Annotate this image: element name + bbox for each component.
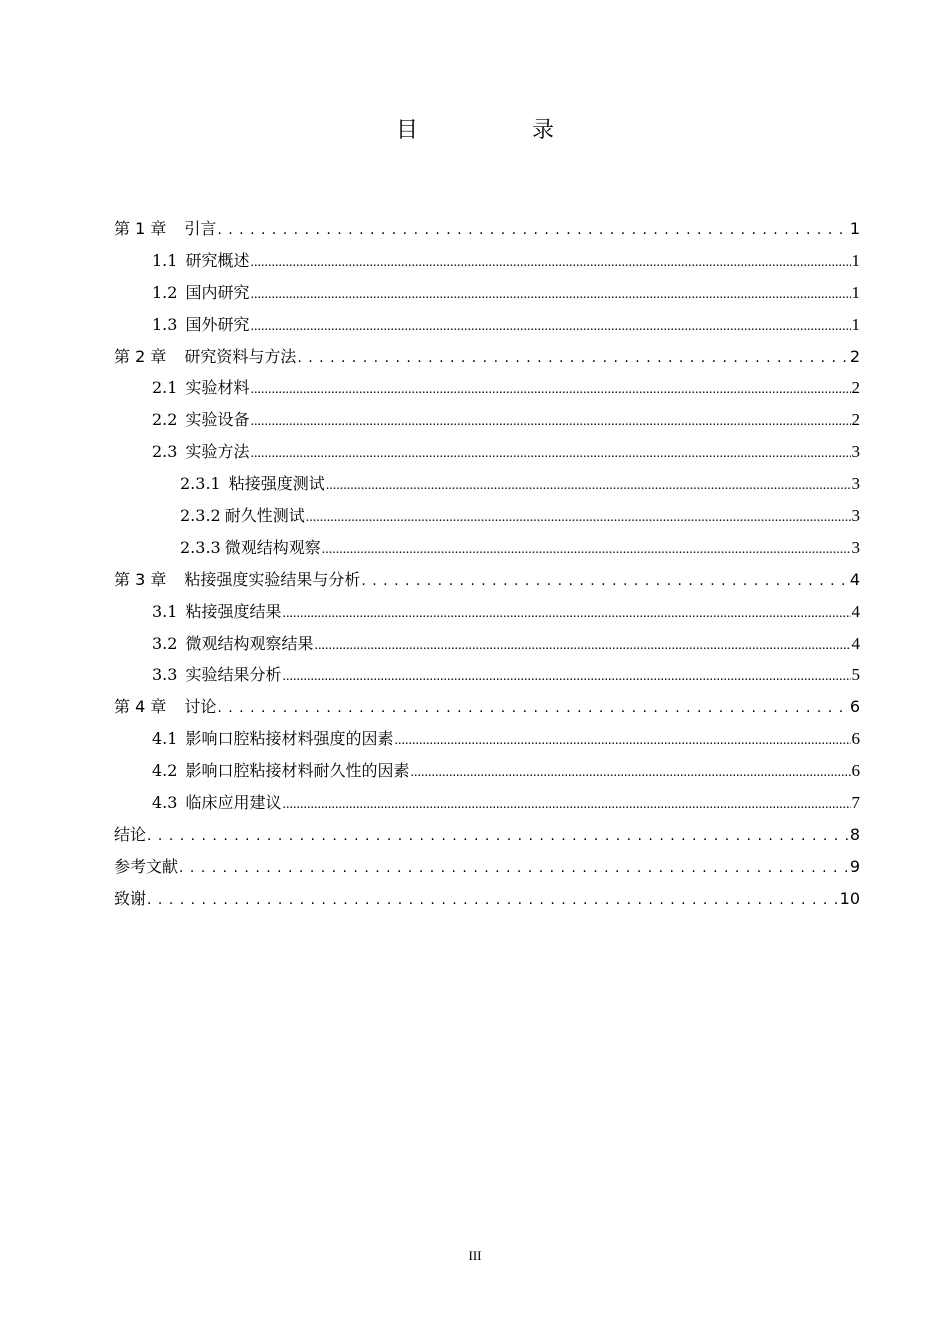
toc-entry-title: 影响口腔粘接材料耐久性的因素 [185,761,410,781]
toc-entry-label [114,851,178,883]
dot-leader [282,596,850,628]
toc-entry-title: 致谢 [114,888,147,908]
toc-entry-page: 6 [849,697,860,717]
toc-entry-chapter-3[interactable] [114,564,860,596]
toc-entry-number: 2.3.3 [180,537,221,557]
toc-entry-number: 4.1 [152,729,178,749]
toc-entry-page: 6 [851,761,860,781]
toc-entry-number: 3.2 [152,633,178,653]
toc-entry-label [114,213,216,245]
toc-entry-3-2[interactable] [114,628,860,660]
toc-entry-page: 1 [849,219,860,238]
toc-entry-page: 4 [851,633,860,653]
dot-leader [250,277,850,309]
toc-entry-page: 7 [851,793,860,813]
toc-entry-2-3-2[interactable] [114,500,860,532]
toc-entry-title: 研究资料与方法 [184,346,297,366]
dot-leader [250,245,850,277]
toc-entry-references[interactable] [114,851,860,883]
dot-leader [314,628,850,660]
toc-entry-page: 3 [851,506,860,526]
toc-entry-page: 3 [851,442,860,462]
toc-entry-chapter-1[interactable] [114,213,860,245]
dot-leader [410,755,850,787]
toc-entry-number: 2.3 [152,442,178,462]
toc-entry-4-2[interactable] [114,755,860,787]
toc-entry-number: 2.2 [152,410,178,430]
dot-leader [217,691,848,723]
dot-leader [147,883,839,915]
toc-entry-label [152,628,313,660]
dot-leader [250,436,850,468]
toc-entry-number: 4.2 [152,761,178,781]
toc-entry-1-1[interactable] [114,245,860,277]
toc-entry-title: 实验材料 [185,378,250,398]
toc-entry-title: 临床应用建议 [185,793,282,813]
dot-leader [297,341,848,373]
toc-entry-2-2[interactable] [114,404,860,436]
toc-entry-number: 2.1 [152,378,178,398]
toc-entry-number: 第 4 章 [114,697,167,717]
toc-entry-1-2[interactable] [114,277,860,309]
toc-entry-page: 6 [851,729,860,749]
toc-entry-label [180,532,321,564]
toc-entry-chapter-4[interactable] [114,691,860,723]
page-number: III [468,1248,482,1263]
toc-entry-label [114,691,216,723]
toc-entry-number: 1.2 [152,282,178,302]
toc-entry-page: 2 [849,346,860,366]
dot-leader [394,723,850,755]
toc-entry-number: 4.3 [152,793,178,813]
toc-entry-2-3-1[interactable] [114,468,860,500]
toc-entry-label [180,500,305,532]
toc-entry-label [152,372,249,404]
toc-entry-title: 粘接强度测试 [228,474,325,494]
toc-entry-page: 1 [851,314,860,334]
toc-entry-2-3[interactable] [114,436,860,468]
toc-entry-label [152,436,249,468]
dot-leader [322,532,851,564]
toc-entry-title: 讨论 [184,697,217,717]
dot-leader [361,564,848,596]
toc-entry-title: 国内研究 [185,282,250,302]
toc-entry-label [114,819,146,851]
toc-entry-4-1[interactable] [114,723,860,755]
toc-entry-title: 结论 [114,824,147,844]
toc-entry-page: 8 [849,824,860,844]
dot-leader [250,309,850,341]
toc-entry-conclusion[interactable] [114,819,860,851]
toc-entry-number: 3.1 [152,601,178,621]
toc-entry-label [152,723,393,755]
dot-leader [282,787,850,819]
toc-entry-number: 第 2 章 [114,346,167,366]
dot-leader [306,500,851,532]
toc-entry-label [152,309,249,341]
toc-entry-page: 1 [851,250,860,270]
dot-leader [147,819,849,851]
dot-leader [326,468,851,500]
toc-entry-label [152,659,281,691]
toc-entry-number: 第 3 章 [114,569,167,589]
toc-entry-1-3[interactable] [114,309,860,341]
toc-entry-label [152,596,281,628]
toc-entry-page: 1 [851,282,860,302]
toc-entry-title: 引言 [184,219,217,238]
page-title: 目 录 [395,118,600,143]
toc-entry-page: 2 [851,410,860,430]
toc-entry-title: 微观结构观察结果 [185,633,314,653]
toc-entry-title: 粘接强度结果 [185,601,282,621]
toc-entry-page: 3 [851,537,860,557]
dot-leader [282,659,850,691]
toc-entry-title: 微观结构观察 [224,537,321,557]
toc-entry-title: 粘接强度实验结果与分析 [184,569,361,589]
toc-entry-3-1[interactable] [114,596,860,628]
toc-entry-label [152,277,249,309]
toc-entry-page: 9 [849,856,860,876]
toc-entry-page: 4 [849,569,860,589]
toc-entry-page: 2 [851,378,860,398]
toc-entry-title: 实验设备 [185,410,250,430]
toc-entry-page: 5 [851,665,860,685]
toc-entry-label [180,468,325,500]
toc-entry-label [114,341,296,373]
toc-entry-label [114,564,360,596]
toc-entry-title: 研究概述 [185,250,250,270]
toc-entry-label [152,787,281,819]
toc-entry-acknowledgements[interactable] [114,883,860,915]
toc-entry-number: 2.3.2 [180,506,221,526]
toc-entry-page: 4 [851,601,860,621]
toc-entry-title: 耐久性测试 [224,506,305,526]
toc-entry-title: 参考文献 [114,856,179,876]
dot-leader [250,404,850,436]
dot-leader [179,851,849,883]
toc-entry-title: 国外研究 [185,314,250,334]
toc-entry-number: 第 1 章 [114,219,167,238]
toc-entry-2-3-3[interactable] [114,532,860,564]
toc-entry-number: 1.1 [152,250,178,270]
table-of-contents [114,213,860,915]
toc-entry-page: 3 [851,474,860,494]
toc-entry-label [152,404,249,436]
toc-entry-3-3[interactable] [114,659,860,691]
toc-entry-label [152,245,249,277]
dot-leader [250,372,850,404]
toc-entry-label [114,883,146,915]
toc-entry-label [152,755,409,787]
toc-entry-page: 10 [839,888,860,908]
toc-entry-number: 3.3 [152,665,178,685]
toc-entry-title: 实验方法 [185,442,250,462]
toc-entry-number: 2.3.1 [180,474,221,494]
dot-leader [217,213,848,245]
toc-entry-title: 影响口腔粘接材料强度的因素 [185,729,394,749]
toc-entry-number: 1.3 [152,314,178,334]
toc-entry-title: 实验结果分析 [185,665,282,685]
toc-entry-chapter-2[interactable] [114,341,860,373]
toc-entry-2-1[interactable] [114,372,860,404]
toc-entry-4-3[interactable] [114,787,860,819]
